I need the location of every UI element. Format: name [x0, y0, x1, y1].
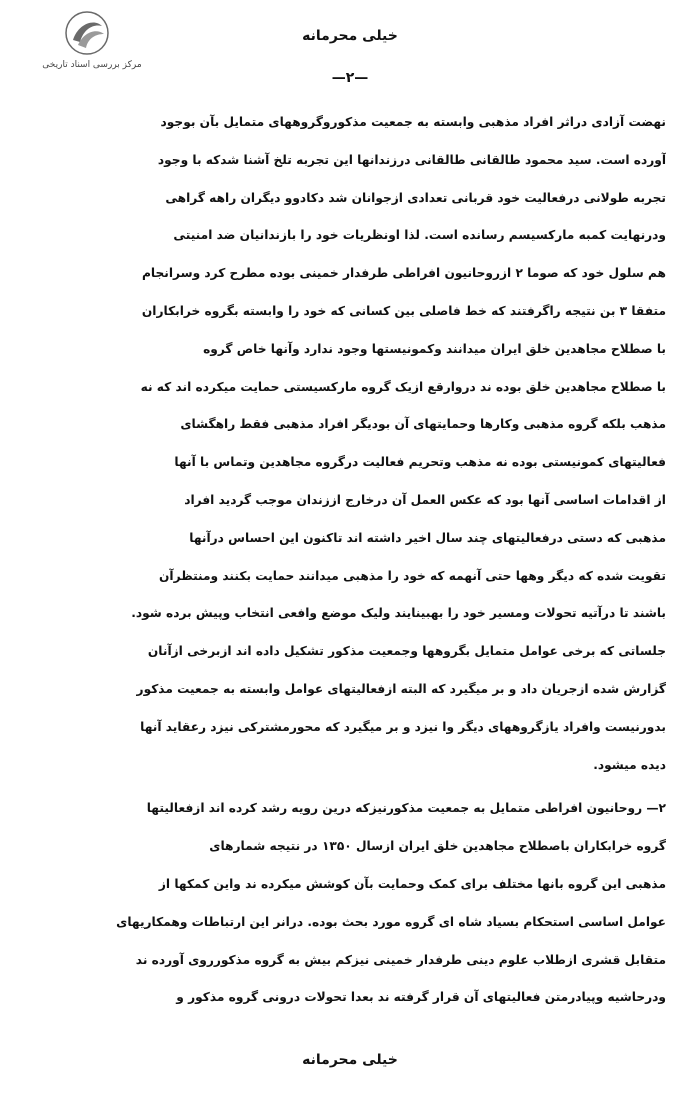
logo-caption: مرکز بررسی اسناد تاریخی: [42, 60, 142, 70]
text-line: باشند تا درآتیه تحولات ومسیر خود را بهبینایند ولیک موضع وافعی انتخاب وپیش برده شود.: [131, 606, 666, 621]
text-line: با صطلاح مجاهدین خلق بوده ند دروارقع ازیک گروه مارکسیستی حمایت میکرده اند که نه: [140, 379, 666, 394]
classification-header: خیلی محرمانه: [302, 28, 398, 44]
text-line: تقویت شده که دیگر وهها حتی آنهمه که خود را مذهبی میدانند حمایت بکنند ومنتظرآن: [159, 568, 666, 583]
text-line: با صطلاح مجاهدین خلق ایران میدانند وکمونیستها وجود ندارد وآنها خاص گروه: [203, 341, 666, 356]
text-line: متفقا ۳ بن نتیجه راگرفتند که خط فاصلی بین کسانی که خود را وابسته بگروه خرابکاران: [141, 303, 666, 318]
text-line: گروه خرابکاران باصطلاح مجاهدین خلق ایران ازسال ۱۳۵۰ در نتیجه شمارهای: [209, 839, 666, 854]
letter-body: [30, 104, 666, 1017]
text-line: جلساتی که برخی عوامل متمایل بگروهها وجمعیت مذکور تشکیل داده اند ازبرخی ازآنان: [147, 644, 666, 659]
page-number: —۲—: [331, 70, 369, 86]
text-line: ودرنهایت کمبه مارکسیسم رسانده است. لذا اونظریات خود را بازندانیان ضد امنیتی: [173, 228, 666, 243]
paragraph-1: [30, 104, 666, 784]
classification-footer: خیلی محرمانه: [302, 1052, 398, 1068]
text-line: هم سلول خود که صوما ۲ ازروحانیون افراطی طرفدار خمینی بوده مطرح کرد وسرانجام: [141, 266, 666, 281]
paragraph-2: [30, 790, 666, 1017]
text-line: نهضت آزادی دراثر افراد مذهبی وابسته به جمعیت مذکوروگروههای متمایل بآن بوجود: [160, 115, 666, 129]
text-line: متقابل قشری ازطلاب علوم دینی طرفدار خمینی نیزکم بیش به گروه مذکورروی آورده ند: [135, 952, 666, 967]
text-line: تجربه طولانی درفعالیت خود قربانی تعدادی ازجوانان شد دکادوو دیگران راهه گراهی: [165, 190, 666, 205]
text-line: مذهبی این گروه بانها مختلف برای کمک وحمایت بآن کوشش میکرده ند واین کمکها از: [158, 876, 666, 891]
text-line: ودرحاشیه وپیادرمتن فعالیتهای آن قرار گرفته ند بعدا تحولات درونی گروه مذکور و: [176, 990, 666, 1005]
text-line: بدورنیست وافراد یازگروههای دیگر وا نیزد و بر میگیرد که محورمشترکی نیزد رعقاید آنها: [140, 719, 666, 734]
text-line: گزارش شده ازجریان داد و بر میگیرد که البته ازفعالیتهای عوامل وابسته به جمعیت مذکور: [136, 681, 666, 696]
text-line: ۲— روحانیون افراطی متمایل به جمعیت مذکورنیزکه درین رویه رشد کرده اند ازفعالیتها: [146, 801, 666, 816]
text-line: مذهبی که دستی درفعالیتهای چند سال اخیر داشته اند تاکنون این احساس درآنها: [189, 530, 666, 545]
text-line: فعالیتهای کمونیستی بوده نه مذهب وتحریم فعالیت درگروه مجاهدین وتماس با آنها: [174, 455, 666, 470]
text-line: از اقدامات اساسی آنها بود که عکس العمل آن درخارج اززندان موجب گردید افراد: [184, 492, 666, 507]
text-line: آورده است. سید محمود طالقانی طالقانی درزندانها این تجربه تلخ آشنا شدکه با وجود: [157, 152, 666, 167]
text-line: مذهب بلکه گروه مذهبی وکارها وحمایتهای آن بودیگر افراد مذهبی فقط راهگشای: [180, 417, 666, 432]
text-line: عوامل اساسی استحکام بسیاد شاه ای گروه مورد بحث بوده. درانر این ارتباطات وهمکاریهای: [116, 914, 666, 929]
text-line: دیده میشود.: [593, 757, 666, 772]
